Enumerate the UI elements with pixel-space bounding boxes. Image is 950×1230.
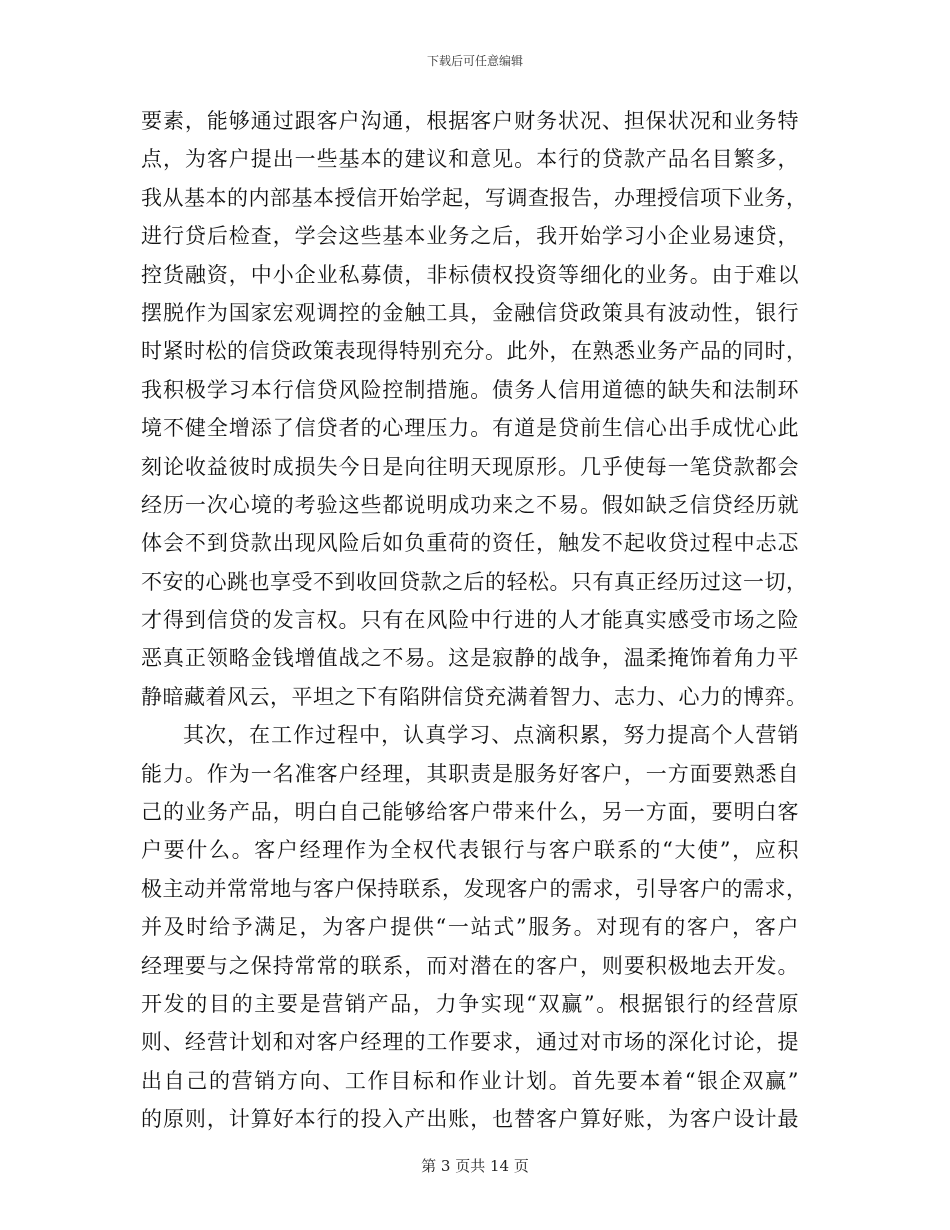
- text-line: 点，为客户提出一些基本的建议和意见。本行的贷款产品名目繁多，: [141, 147, 799, 172]
- text-line: 我积极学习本行信贷风险控制措施。债务人信用道德的缺失和法制环: [141, 377, 799, 402]
- text-line: 经历一次心境的考验这些都说明成功来之不易。假如缺乏信贷经历就: [141, 492, 799, 517]
- text-line: 控货融资，中小企业私募债，非标债权投资等细化的业务。由于难以: [141, 262, 799, 287]
- text-line: 己的业务产品，明白自己能够给客户带来什么，另一方面，要明白客: [141, 800, 799, 825]
- text-line: 开发的目的主要是营销产品，力争实现“双赢”。根据银行的经营原: [141, 991, 799, 1016]
- text-line: 能力。作为一名准客户经理，其职责是服务好客户，一方面要熟悉自: [141, 761, 799, 786]
- page-number-footer: 第 3 页共 14 页: [421, 1157, 529, 1175]
- paragraph-end-line: 静暗藏着风云，平坦之下有陷阱信贷充满着智力、志力、心力的博弈。: [141, 684, 808, 709]
- text-line: 恶真正领略金钱增值战之不易。这是寂静的战争，温柔掩饰着角力平: [141, 646, 799, 671]
- text-line: 进行贷后检查，学会这些基本业务之后，我开始学习小企业易速贷，: [141, 224, 799, 249]
- paragraph-start-line: 其次，在工作过程中，认真学习、点滴积累，努力提高个人营销: [183, 723, 799, 748]
- text-line: 的原则，计算好本行的投入产出账，也替客户算好账，为客户设计最: [141, 1107, 799, 1132]
- document-body: [141, 102, 808, 1139]
- text-line: 要素，能够通过跟客户沟通，根据客户财务状况、担保状况和业务特: [141, 109, 799, 133]
- text-line: 摆脱作为国家宏观调控的金触工具，金融信贷政策具有波动性，银行: [141, 300, 799, 325]
- text-line: 刻论收益彼时成损失今日是向往明天现原形。几乎使每一笔贷款都会: [141, 454, 799, 479]
- text-line: 我从基本的内部基本授信开始学起，写调查报告，办理授信项下业务，: [141, 185, 808, 210]
- text-line: 则、经营计划和对客户经理的工作要求，通过对市场的深化讨论，提: [141, 1030, 799, 1055]
- page-header: 下载后可任意编辑: [426, 54, 523, 68]
- text-line: 并及时给予满足，为客户提供“一站式”服务。对现有的客户，客户: [141, 915, 799, 940]
- text-line: 才得到信贷的发言权。只有在风险中行进的人才能真实感受市场之险: [141, 608, 799, 633]
- text-line: 户要什么。客户经理作为全权代表银行与客户联系的“大使”，应积: [141, 838, 799, 863]
- text-line: 经理要与之保持常常的联系，而对潜在的客户，则要积极地去开发。: [141, 953, 799, 978]
- text-line: 体会不到贷款出现风险后如负重荷的资任，触发不起收贷过程中忐忑: [141, 531, 799, 556]
- text-line: 境不健全增添了信贷者的心理压力。有道是贷前生信心出手成忧心此: [141, 416, 799, 441]
- text-line: 极主动并常常地与客户保持联系，发现客户的需求，引导客户的需求，: [141, 876, 808, 901]
- text-line: 不安的心跳也享受不到收回贷款之后的轻松。只有真正经历过这一切，: [141, 569, 808, 594]
- text-line: 出自己的营销方向、工作目标和作业计划。首先要本着“银企双赢”: [141, 1068, 799, 1093]
- text-line: 时紧时松的信贷政策表现得特别充分。此外，在熟悉业务产品的同时，: [141, 339, 808, 364]
